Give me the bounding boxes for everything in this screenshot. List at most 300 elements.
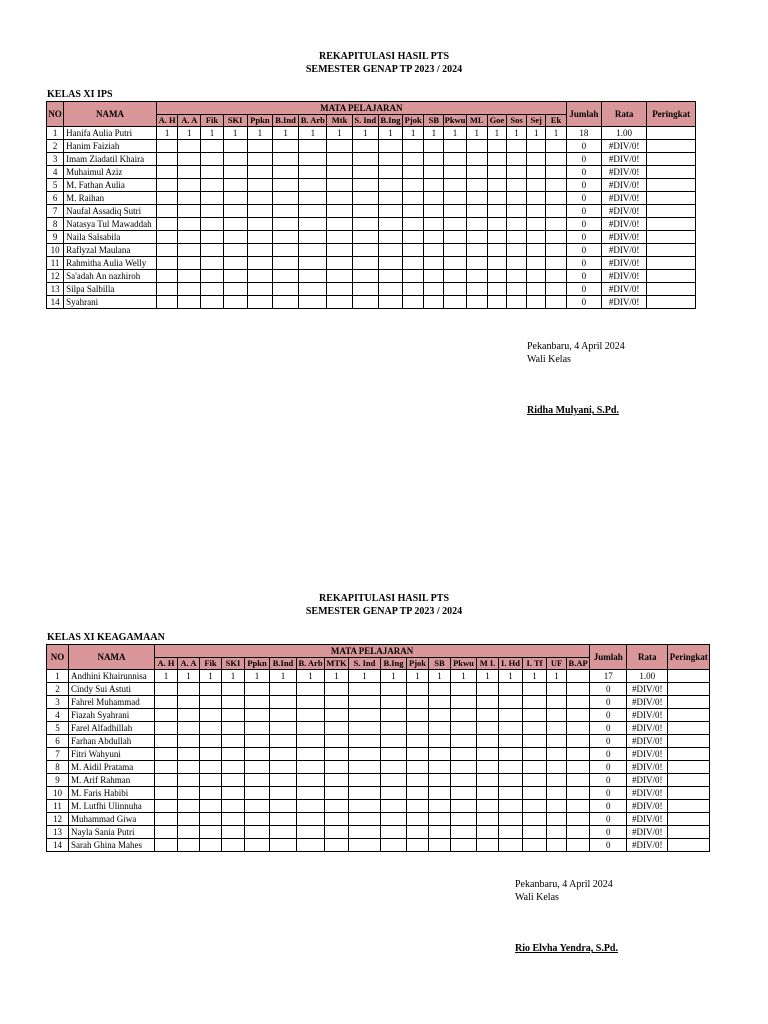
score-cell xyxy=(466,257,487,270)
table-row xyxy=(47,761,710,774)
score-cell xyxy=(327,166,352,179)
student-name: Muhammad Giwa xyxy=(69,813,155,826)
score-cell xyxy=(270,761,297,774)
score-cell xyxy=(156,296,177,309)
score-cell xyxy=(349,748,381,761)
score-cell xyxy=(245,826,270,839)
student-name: Silpa Salbilla xyxy=(64,283,157,296)
score-cell xyxy=(297,826,325,839)
row-number: 13 xyxy=(47,826,69,839)
student-name: Muhaimul Aziz xyxy=(64,166,157,179)
score-cell xyxy=(546,283,566,296)
score-cell xyxy=(327,244,352,257)
score-cell xyxy=(352,140,378,153)
peringkat-cell xyxy=(647,127,696,140)
score-cell xyxy=(407,696,429,709)
score-cell xyxy=(299,283,327,296)
score-cell: 1 xyxy=(349,670,381,683)
score-cell xyxy=(349,826,381,839)
score-cell xyxy=(201,231,223,244)
score-cell xyxy=(546,153,566,166)
score-cell xyxy=(547,748,567,761)
score-cell xyxy=(424,270,444,283)
score-cell xyxy=(178,800,200,813)
score-cell xyxy=(403,179,424,192)
score-cell xyxy=(270,839,297,852)
score-cell xyxy=(299,205,327,218)
score-cell xyxy=(499,722,523,735)
score-cell xyxy=(297,800,325,813)
jumlah-cell: 0 xyxy=(566,153,601,166)
score-cell xyxy=(466,192,487,205)
score-cell xyxy=(477,761,499,774)
score-cell xyxy=(327,257,352,270)
score-cell xyxy=(523,787,547,800)
table-row xyxy=(47,813,710,826)
score-cell xyxy=(381,826,407,839)
row-number: 11 xyxy=(47,800,69,813)
subject-header: M I. xyxy=(477,658,499,670)
score-cell xyxy=(327,153,352,166)
score-cell xyxy=(349,735,381,748)
score-cell xyxy=(506,218,526,231)
score-cell xyxy=(403,296,424,309)
score-cell xyxy=(378,192,402,205)
score-cell xyxy=(407,761,429,774)
score-cell: 1 xyxy=(444,127,466,140)
score-cell: 1 xyxy=(546,127,566,140)
rata-cell: #DIV/0! xyxy=(627,813,668,826)
score-cell xyxy=(429,696,451,709)
score-cell xyxy=(156,257,177,270)
score-cell xyxy=(352,283,378,296)
peringkat-cell xyxy=(668,709,710,722)
row-number: 5 xyxy=(47,722,69,735)
score-cell xyxy=(451,683,477,696)
score-cell xyxy=(245,696,270,709)
score-cell xyxy=(444,153,466,166)
rata-cell: #DIV/0! xyxy=(627,683,668,696)
row-number: 3 xyxy=(47,153,64,166)
score-cell xyxy=(429,774,451,787)
jumlah-cell: 0 xyxy=(590,774,627,787)
score-cell xyxy=(506,257,526,270)
score-cell xyxy=(424,244,444,257)
score-cell xyxy=(466,270,487,283)
row-number: 10 xyxy=(47,244,64,257)
score-cell xyxy=(466,244,487,257)
score-cell xyxy=(527,153,546,166)
score-cell xyxy=(567,826,590,839)
score-cell xyxy=(424,166,444,179)
score-cell: 1 xyxy=(222,670,245,683)
score-cell xyxy=(247,231,272,244)
table-row xyxy=(47,670,710,683)
student-name: Fahrel Muhammad xyxy=(69,696,155,709)
score-cell xyxy=(407,709,429,722)
jumlah-cell: 0 xyxy=(590,813,627,826)
score-cell xyxy=(547,761,567,774)
score-cell xyxy=(156,153,177,166)
score-cell xyxy=(155,800,178,813)
score-cell xyxy=(178,696,200,709)
peringkat-cell xyxy=(647,270,696,283)
score-cell xyxy=(487,140,506,153)
score-cell xyxy=(178,813,200,826)
score-cell xyxy=(327,192,352,205)
row-number: 14 xyxy=(47,839,69,852)
score-cell xyxy=(378,218,402,231)
student-name: Fiazah Syahrani xyxy=(69,709,155,722)
class-label: KELAS XI KEAGAMAAN xyxy=(47,632,165,643)
score-cell xyxy=(487,153,506,166)
student-name: M. Fathan Aulia xyxy=(64,179,157,192)
score-cell xyxy=(547,735,567,748)
student-name: Farhan Abdullah xyxy=(69,735,155,748)
score-cell xyxy=(325,839,349,852)
score-cell xyxy=(155,722,178,735)
score-cell xyxy=(506,244,526,257)
row-number: 12 xyxy=(47,270,64,283)
score-cell xyxy=(567,839,590,852)
score-cell xyxy=(429,761,451,774)
score-cell xyxy=(546,166,566,179)
subject-header: ML xyxy=(466,115,487,127)
score-cell xyxy=(381,813,407,826)
score-cell xyxy=(297,735,325,748)
rata-cell: #DIV/0! xyxy=(601,244,646,257)
score-cell xyxy=(270,826,297,839)
score-cell xyxy=(325,774,349,787)
page-subtitle: SEMESTER GENAP TP 2023 / 2024 xyxy=(305,64,463,75)
score-cell xyxy=(272,192,298,205)
score-cell xyxy=(178,296,201,309)
subject-header: S. Ind xyxy=(352,115,378,127)
jumlah-cell: 18 xyxy=(566,127,601,140)
table-row xyxy=(47,179,696,192)
score-cell xyxy=(299,140,327,153)
score-cell xyxy=(381,761,407,774)
score-cell xyxy=(381,800,407,813)
score-cell xyxy=(444,179,466,192)
score-cell xyxy=(178,748,200,761)
page-title: REKAPITULASI HASIL PTS xyxy=(318,593,450,604)
student-name: Andhini Khairunnisa xyxy=(69,670,155,683)
peringkat-cell xyxy=(647,296,696,309)
rata-cell: #DIV/0! xyxy=(627,722,668,735)
score-cell xyxy=(200,800,222,813)
subject-header: Fik xyxy=(201,115,223,127)
row-number: 14 xyxy=(47,296,64,309)
student-name: Imam Ziadatil Khaira xyxy=(64,153,157,166)
score-cell xyxy=(403,231,424,244)
score-cell xyxy=(325,735,349,748)
score-cell xyxy=(523,748,547,761)
score-cell: 1 xyxy=(201,127,223,140)
rata-cell: #DIV/0! xyxy=(627,800,668,813)
score-cell xyxy=(407,826,429,839)
score-cell xyxy=(546,296,566,309)
score-cell xyxy=(325,800,349,813)
score-cell xyxy=(155,787,178,800)
score-cell xyxy=(297,761,325,774)
score-cell xyxy=(352,179,378,192)
score-cell xyxy=(223,218,247,231)
score-cell xyxy=(407,813,429,826)
score-cell xyxy=(178,244,201,257)
subject-header: SB xyxy=(424,115,444,127)
score-cell xyxy=(327,231,352,244)
score-cell xyxy=(272,283,298,296)
score-cell: 1 xyxy=(429,670,451,683)
score-cell xyxy=(200,748,222,761)
score-cell xyxy=(156,166,177,179)
score-cell xyxy=(424,283,444,296)
score-cell xyxy=(523,696,547,709)
subject-header: Ek xyxy=(546,115,566,127)
score-cell xyxy=(499,748,523,761)
score-cell xyxy=(299,218,327,231)
jumlah-cell: 0 xyxy=(566,140,601,153)
subject-header: B.AP xyxy=(567,658,590,670)
score-cell xyxy=(523,839,547,852)
row-number: 9 xyxy=(47,231,64,244)
score-cell xyxy=(352,231,378,244)
score-cell: 1 xyxy=(223,127,247,140)
subject-header: Sej xyxy=(527,115,546,127)
score-cell xyxy=(407,774,429,787)
peringkat-cell xyxy=(647,283,696,296)
score-cell xyxy=(487,218,506,231)
student-name: M. Raihan xyxy=(64,192,157,205)
score-cell xyxy=(444,283,466,296)
score-cell xyxy=(270,722,297,735)
score-cell xyxy=(567,774,590,787)
score-cell xyxy=(201,179,223,192)
score-cell xyxy=(201,283,223,296)
row-number: 10 xyxy=(47,787,69,800)
score-cell xyxy=(546,205,566,218)
rata-cell: #DIV/0! xyxy=(601,270,646,283)
score-cell xyxy=(272,296,298,309)
score-cell xyxy=(403,153,424,166)
score-cell xyxy=(178,683,200,696)
score-cell xyxy=(155,748,178,761)
score-cell xyxy=(223,153,247,166)
score-cell xyxy=(378,257,402,270)
score-cell xyxy=(444,296,466,309)
table-row xyxy=(47,787,710,800)
score-cell xyxy=(352,244,378,257)
score-cell xyxy=(381,748,407,761)
score-cell xyxy=(424,231,444,244)
subject-header: I. Hd xyxy=(499,658,523,670)
score-cell xyxy=(506,153,526,166)
subject-header: A. A xyxy=(178,115,201,127)
rata-cell: #DIV/0! xyxy=(627,826,668,839)
score-cell xyxy=(201,218,223,231)
score-cell xyxy=(424,140,444,153)
score-cell: 1 xyxy=(506,127,526,140)
score-cell xyxy=(444,218,466,231)
subject-header: B.Ind xyxy=(272,115,298,127)
subject-header: B. Arb xyxy=(299,115,327,127)
score-cell xyxy=(245,735,270,748)
peringkat-cell xyxy=(647,218,696,231)
score-cell xyxy=(424,205,444,218)
score-cell xyxy=(499,709,523,722)
rata-cell: #DIV/0! xyxy=(627,761,668,774)
score-cell xyxy=(247,205,272,218)
rata-cell: #DIV/0! xyxy=(627,709,668,722)
score-cell xyxy=(247,153,272,166)
row-number: 1 xyxy=(47,127,64,140)
score-cell xyxy=(477,735,499,748)
score-cell xyxy=(325,683,349,696)
row-number: 12 xyxy=(47,813,69,826)
score-cell xyxy=(407,722,429,735)
score-cell xyxy=(527,296,546,309)
score-cell xyxy=(200,696,222,709)
table-row xyxy=(47,270,696,283)
score-cell xyxy=(200,787,222,800)
subject-header: Pjok xyxy=(403,115,424,127)
score-cell xyxy=(325,748,349,761)
score-cell xyxy=(466,231,487,244)
jumlah-cell: 0 xyxy=(590,839,627,852)
student-name: Naila Salsabila xyxy=(64,231,157,244)
score-cell xyxy=(223,296,247,309)
score-cell xyxy=(272,270,298,283)
score-cell: 1 xyxy=(527,127,546,140)
score-cell xyxy=(477,826,499,839)
score-cell xyxy=(325,709,349,722)
score-cell xyxy=(451,761,477,774)
score-cell xyxy=(547,800,567,813)
score-cell xyxy=(155,813,178,826)
jumlah-cell: 0 xyxy=(590,683,627,696)
rata-cell: #DIV/0! xyxy=(601,218,646,231)
score-cell xyxy=(178,179,201,192)
peringkat-cell xyxy=(668,683,710,696)
score-cell xyxy=(327,205,352,218)
subject-header: I. Tf xyxy=(523,658,547,670)
score-cell: 1 xyxy=(325,670,349,683)
score-cell xyxy=(272,257,298,270)
score-cell xyxy=(487,244,506,257)
score-cell xyxy=(178,735,200,748)
score-cell xyxy=(444,205,466,218)
score-cell xyxy=(223,257,247,270)
score-cell xyxy=(429,800,451,813)
score-cell xyxy=(466,140,487,153)
score-cell xyxy=(272,153,298,166)
rata-cell: #DIV/0! xyxy=(601,231,646,244)
score-cell xyxy=(477,839,499,852)
score-cell xyxy=(527,140,546,153)
score-cell xyxy=(299,179,327,192)
score-cell xyxy=(200,709,222,722)
score-cell xyxy=(223,192,247,205)
table-row xyxy=(47,257,696,270)
rata-cell: #DIV/0! xyxy=(627,735,668,748)
row-number: 3 xyxy=(47,696,69,709)
score-cell xyxy=(424,257,444,270)
score-cell xyxy=(381,709,407,722)
score-cell xyxy=(201,270,223,283)
peringkat-cell xyxy=(668,761,710,774)
score-cell xyxy=(407,735,429,748)
score-cell: 1 xyxy=(156,127,177,140)
score-cell: 1 xyxy=(327,127,352,140)
subject-header: Pjok xyxy=(407,658,429,670)
score-cell xyxy=(272,140,298,153)
score-cell xyxy=(299,166,327,179)
score-cell xyxy=(272,179,298,192)
table-row xyxy=(47,296,696,309)
jumlah-cell: 0 xyxy=(590,800,627,813)
table-row xyxy=(47,244,696,257)
score-cell xyxy=(352,270,378,283)
jumlah-cell: 0 xyxy=(566,244,601,257)
score-cell xyxy=(245,800,270,813)
peringkat-cell xyxy=(668,696,710,709)
class-label: KELAS XI IPS xyxy=(47,89,113,100)
score-cell xyxy=(245,839,270,852)
score-cell: 1 xyxy=(270,670,297,683)
score-cell xyxy=(156,179,177,192)
score-cell xyxy=(155,774,178,787)
score-cell: 1 xyxy=(155,670,178,683)
score-cell: 1 xyxy=(378,127,402,140)
score-cell xyxy=(178,774,200,787)
score-cell xyxy=(444,140,466,153)
place-date: Pekanbaru, 4 April 2024 xyxy=(515,879,613,890)
student-name: Hanim Faiziah xyxy=(64,140,157,153)
score-cell xyxy=(403,218,424,231)
score-cell xyxy=(272,166,298,179)
score-cell: 1 xyxy=(178,127,201,140)
col-header-jumlah: Jumlah xyxy=(590,645,627,670)
score-cell xyxy=(546,244,566,257)
score-cell xyxy=(381,696,407,709)
score-cell xyxy=(272,218,298,231)
score-cell xyxy=(407,748,429,761)
peringkat-cell xyxy=(647,140,696,153)
score-cell xyxy=(222,709,245,722)
score-cell xyxy=(567,722,590,735)
score-cell xyxy=(247,283,272,296)
score-cell xyxy=(429,787,451,800)
score-cell xyxy=(156,244,177,257)
score-cell xyxy=(299,153,327,166)
score-cell xyxy=(546,192,566,205)
col-header-peringkat: Peringkat xyxy=(647,102,696,127)
row-number: 4 xyxy=(47,709,69,722)
row-number: 2 xyxy=(47,683,69,696)
score-cell xyxy=(381,735,407,748)
score-cell xyxy=(352,296,378,309)
score-cell xyxy=(156,140,177,153)
jumlah-cell: 0 xyxy=(566,205,601,218)
score-cell xyxy=(499,696,523,709)
table-row xyxy=(47,696,710,709)
score-cell: 1 xyxy=(272,127,298,140)
score-cell xyxy=(429,722,451,735)
score-cell xyxy=(429,683,451,696)
score-cell xyxy=(487,283,506,296)
score-cell xyxy=(499,826,523,839)
